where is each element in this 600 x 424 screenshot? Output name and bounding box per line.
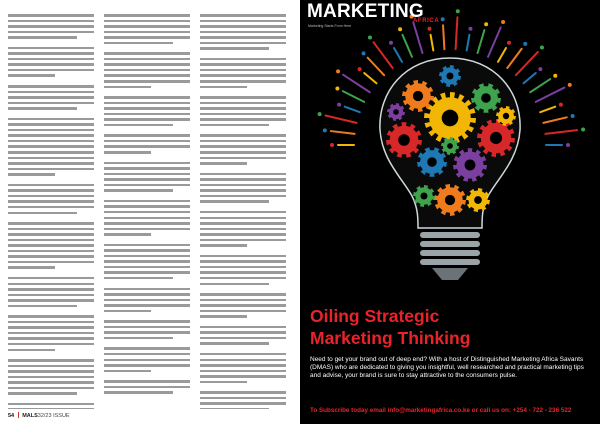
text-line [104,326,190,329]
text-line [8,365,94,368]
text-line [8,370,94,373]
text-line [8,294,94,297]
text-line [8,228,94,231]
text-line [8,222,94,225]
text-line [200,299,286,302]
text-line [104,353,190,356]
text-line [104,310,151,313]
bulb-base-ring [420,232,480,238]
light-ray [345,107,360,112]
text-line [200,331,286,334]
text-line [104,249,190,252]
light-dot [456,9,460,13]
text-line [104,151,151,154]
light-ray [478,30,485,53]
text-line [200,20,286,23]
light-ray [545,130,577,134]
text-line [104,277,173,280]
text-line [104,80,190,83]
text-line [104,25,190,28]
text-line [8,14,94,17]
text-line [8,58,94,61]
light-ray [368,58,384,75]
text-line [8,250,94,253]
text-line [104,391,173,394]
text-line [8,321,94,324]
text-line [200,408,269,409]
text-line [8,206,94,209]
text-line [104,102,190,105]
text-line [8,168,94,171]
light-dot [358,67,362,71]
text-line [200,69,286,72]
light-dot [507,41,511,45]
text-line [104,244,190,247]
text-line [8,52,94,55]
gear-hub [442,110,459,127]
text-line [104,217,190,220]
text-column-1 [8,14,94,409]
text-line [8,69,94,72]
text-line [104,205,190,208]
text-line [200,293,286,296]
text-line [8,349,55,352]
text-line [200,353,286,356]
text-line [104,107,190,110]
text-line [200,228,286,231]
light-dot [318,112,322,116]
text-line [8,343,94,346]
ad-headline [310,305,590,349]
text-line [200,42,286,45]
text-line [200,233,286,236]
text-line [200,239,286,242]
text-line [200,304,286,307]
text-line [8,20,94,23]
text-line [104,347,190,350]
light-ray [467,35,470,51]
text-line [200,63,286,66]
gear-hub [481,93,491,103]
text-line [104,113,190,116]
text-line [8,91,94,94]
text-line [104,173,190,176]
light-dot [398,27,402,31]
text-line [200,96,286,99]
light-dot [428,27,432,31]
light-ray [507,49,521,68]
issue-label: 32/23 ISSUE [37,413,70,419]
text-line [104,58,190,61]
text-line [200,31,286,34]
light-ray [413,22,422,53]
text-line [200,337,286,340]
light-ray [524,73,536,83]
text-line [8,189,94,192]
text-line [104,167,190,170]
text-line [200,364,286,367]
text-line [200,211,286,214]
text-line [200,173,286,176]
text-line [104,271,190,274]
text-line [104,228,190,231]
text-line [8,47,94,50]
gear-hub [420,192,427,199]
light-dot [571,114,575,118]
light-ray [374,42,393,68]
text-line [200,260,286,263]
text-line [104,304,190,307]
gear-hub [503,113,509,119]
text-line [8,392,77,395]
text-line [8,25,94,28]
text-line [200,342,269,345]
text-line [200,277,286,280]
text-line [200,402,286,405]
text-line [8,408,94,409]
text-line [104,184,190,187]
light-dot [538,67,542,71]
text-line [200,397,286,400]
text-line [200,145,286,148]
light-dot [368,36,372,40]
footer-divider [18,412,19,418]
page-footer [8,412,70,420]
text-line [8,244,94,247]
text-line [8,277,94,280]
brand-tagline: Marketing Starts From Here [308,24,352,28]
text-line [200,391,286,394]
light-dot [441,17,445,21]
text-line [8,145,94,148]
text-line [104,74,190,77]
text-line [104,134,190,137]
text-line [104,124,173,127]
text-line [200,315,247,318]
text-line [8,332,94,335]
text-line [8,288,94,291]
light-ray [325,115,356,122]
text-line [8,162,94,165]
text-line [200,47,269,50]
text-line [104,200,190,203]
text-line [8,315,94,318]
gear-hub [413,91,423,101]
text-line [8,63,94,66]
text-line [104,359,190,362]
light-ray [394,48,402,62]
light-ray [331,131,355,134]
text-line [8,200,94,203]
light-ray [364,73,376,83]
text-line [8,255,94,258]
light-dot [581,127,585,131]
text-line [8,359,94,362]
gear-hub [474,196,482,204]
text-line [104,380,190,383]
text-line [200,157,286,160]
text-line [104,52,190,55]
text-line [8,134,94,137]
paragraph-gap [104,397,190,402]
text-line [200,124,269,127]
text-line [104,364,190,367]
text-line [104,233,151,236]
text-line [8,123,94,126]
text-line [200,195,286,198]
text-line [8,184,94,187]
text-line [200,102,286,105]
text-line [200,189,286,192]
text-line [200,14,286,17]
text-line [104,211,190,214]
text-line [104,178,190,181]
light-dot [540,46,544,50]
gear-hub [427,157,437,167]
text-line [104,331,190,334]
text-line [8,31,94,34]
text-line [104,162,190,165]
text-line [8,140,94,143]
text-line [200,381,247,384]
bulb-base-tip [432,268,468,280]
light-ray [536,88,565,102]
text-line [8,261,94,264]
text-line [8,118,94,121]
light-dot [362,51,366,55]
subscribe-call-to-action: To Subscribe today email info@marketingafrica.co.ke or call us on: +254 - 722 - 236 522 [310,407,572,414]
page-number: 54 [8,413,15,419]
light-ray [402,35,412,57]
light-dot [330,143,334,147]
light-dot [323,128,327,132]
advertisement-page [300,0,600,424]
light-ray [498,48,506,62]
text-line [200,113,286,116]
text-line [8,151,94,154]
light-ray [431,35,434,51]
text-line [200,222,286,225]
ad-body-copy: Need to get your brand out of deep end? With a host of Distinguished Marketing Africa Savants (DMAS) who are dedicated to giving you insightful, well researched and practical marketing tips and advise, your brand is sure to stay attractive to the consumers pulse. [310,356,584,380]
text-line [104,255,190,258]
text-line [104,337,173,340]
text-line [200,58,286,61]
headline-line-1: Oiling Strategic [310,306,440,326]
text-line [104,293,190,296]
text-line [8,305,77,308]
gear-hub [446,72,453,79]
text-line [8,173,55,176]
text-line [200,244,247,247]
text-line [200,370,286,373]
text-column-2 [104,14,190,409]
text-line [8,195,94,198]
text-line [104,260,190,263]
light-dot [553,74,557,78]
text-line [104,14,190,17]
text-line [200,266,286,269]
gear-hub [447,143,453,149]
text-line [8,299,94,302]
text-line [8,381,94,384]
text-line [200,283,269,286]
text-line [8,74,55,77]
light-dot [501,20,505,24]
gear-hub [490,132,502,144]
light-ray [530,79,550,92]
gear-hub [398,134,410,146]
text-line [200,80,286,83]
light-ray [343,75,370,93]
light-ray [516,52,538,75]
text-line [8,283,94,286]
text-line [8,157,94,160]
text-line [8,107,77,110]
text-line [8,212,77,215]
text-line [104,145,190,148]
text-line [104,63,190,66]
text-line [200,134,286,137]
text-line [200,184,286,187]
light-ray [488,27,501,56]
text-line [8,96,94,99]
light-dot [468,27,472,31]
text-line [104,222,190,225]
text-line [104,370,151,373]
light-dot [335,86,339,90]
text-line [8,36,77,39]
light-ray [443,25,444,49]
text-line [104,140,190,143]
gear-hub [465,160,476,171]
magazine-name: MALS [22,413,38,419]
gear-hub [393,109,399,115]
text-line [200,36,286,39]
text-line [200,140,286,143]
gear-hub [445,195,455,205]
text-line [104,20,190,23]
light-dot [337,103,341,107]
text-line [200,326,286,329]
text-line [200,255,286,258]
text-line [8,337,94,340]
light-dot [484,22,488,26]
text-line [200,151,286,154]
light-dot [336,69,340,73]
text-line [8,102,94,105]
text-line [8,233,94,236]
text-line [104,31,190,34]
headline-line-2: Marketing Thinking [310,328,471,348]
text-line [200,107,286,110]
text-line [104,42,173,45]
text-line [104,288,190,291]
text-line [8,326,94,329]
text-line [104,320,190,323]
text-line [104,118,190,121]
text-line [104,189,173,192]
light-ray [456,17,458,49]
light-dot [389,41,393,45]
light-dot [523,42,527,46]
text-line [8,129,94,132]
text-line [8,239,94,242]
text-line [200,375,286,378]
bulb-base-ring [420,241,480,247]
text-line [200,25,286,28]
text-line [200,310,286,313]
light-ray [543,117,566,123]
text-line [104,299,190,302]
text-line [8,266,55,269]
text-line [200,178,286,181]
text-line [200,162,247,165]
light-dot [566,143,570,147]
text-line [200,200,269,203]
text-column-3 [200,14,286,409]
brand-logo [307,1,440,28]
text-line [8,376,94,379]
text-line [200,217,286,220]
bulb-base-ring [420,250,480,256]
light-dot [568,83,572,87]
text-line [8,403,94,406]
light-ray [343,91,364,102]
brand-region: AFRICA [413,18,440,24]
text-line [8,387,94,390]
text-line [200,118,286,121]
brand-wordmark: MARKETING [307,1,424,22]
text-line [104,386,190,389]
light-dot [559,103,563,107]
text-line [104,86,151,89]
text-line [8,85,94,88]
text-line [104,96,190,99]
light-ray [540,107,555,112]
bulb-base-ring [420,259,480,265]
text-line [104,69,190,72]
text-line [200,359,286,362]
text-line [200,86,247,89]
text-line [200,271,286,274]
text-line [104,266,190,269]
text-line [104,36,190,39]
text-line [200,74,286,77]
